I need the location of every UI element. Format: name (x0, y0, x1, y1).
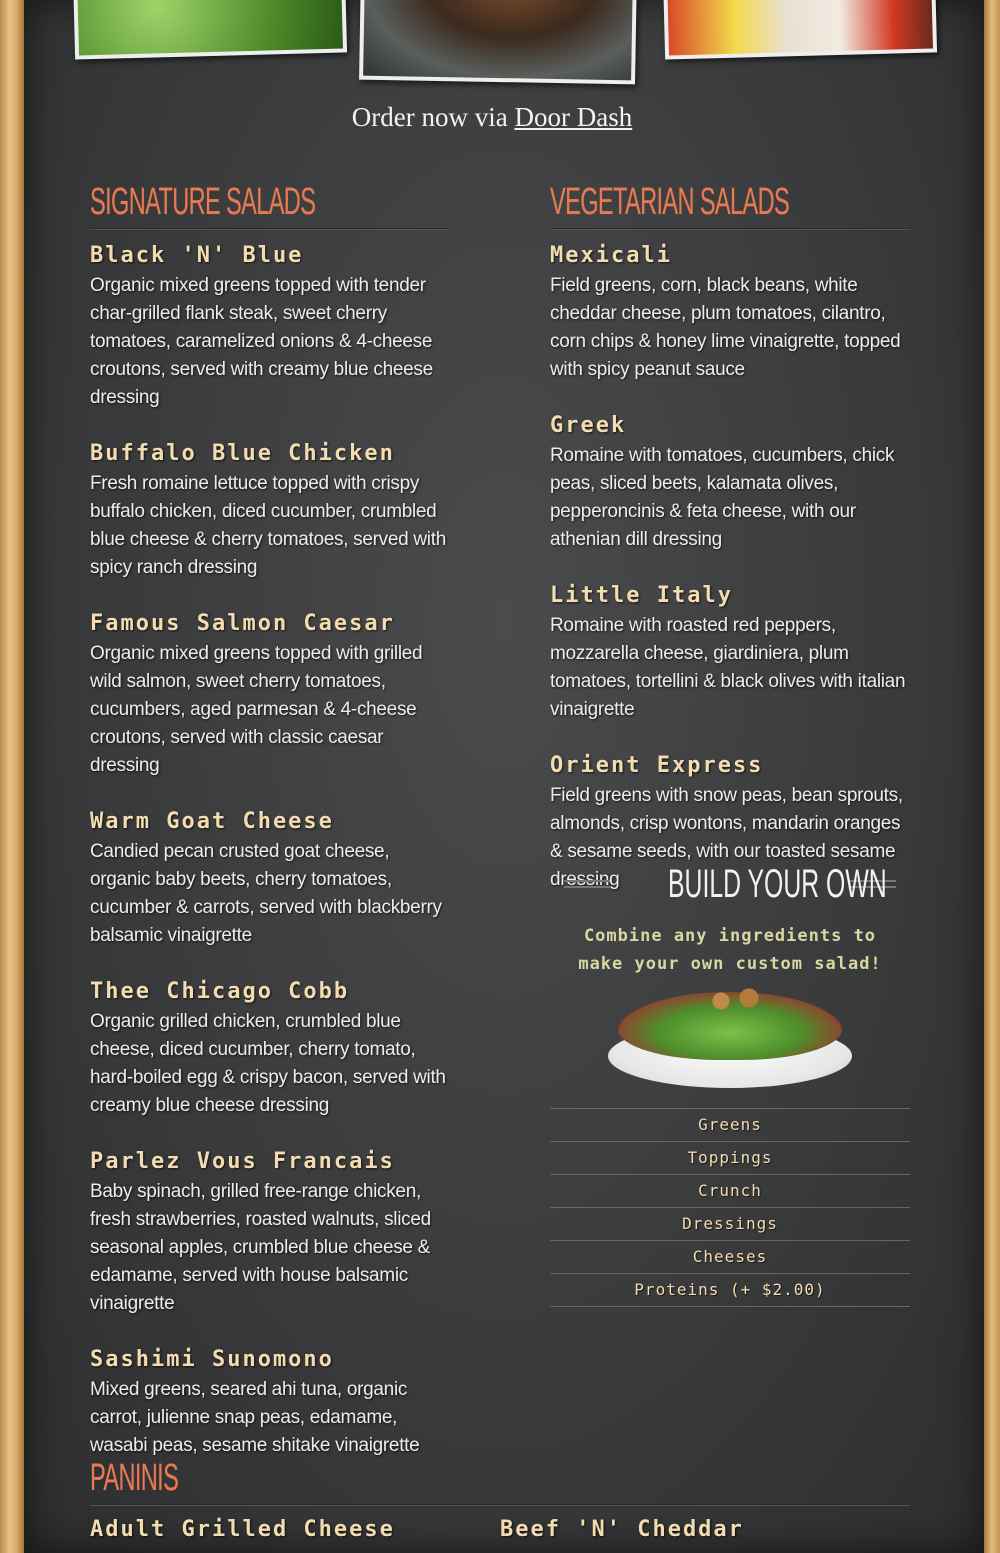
panini-row (90, 1516, 910, 1544)
item-description: Candied pecan crusted goat cheese, organic baby beets, cherry tomatoes, cucumber & carrots, served with blackberry balsamic vinaigrette (90, 841, 442, 946)
item-name: Famous Salmon Caesar (90, 611, 395, 636)
item-name: Buffalo Blue Chicken (90, 441, 395, 466)
option-cheeses[interactable]: Cheeses (550, 1241, 910, 1274)
menu-item (90, 978, 450, 1120)
item-name: Orient Express (550, 753, 764, 778)
option-crunch[interactable]: Crunch (550, 1175, 910, 1208)
menu-item (90, 242, 450, 412)
menu-item (550, 582, 910, 724)
chalkboard (24, 0, 984, 1553)
signature-salads-section (90, 176, 450, 1488)
item-name: Mexicali (550, 243, 672, 268)
section-title: SIGNATURE SALADS (90, 181, 316, 223)
option-dressings[interactable]: Dressings (550, 1208, 910, 1241)
vegetarian-salads-section (550, 176, 910, 922)
byo-header (550, 858, 910, 910)
wood-frame-left (0, 0, 24, 1553)
option-proteins[interactable]: Proteins (+ $2.00) (550, 1274, 910, 1307)
section-title: VEGETARIAN SALADS (550, 181, 790, 223)
order-line (24, 102, 984, 133)
item-description: Romaine with roasted red peppers, mozzarella cheese, giardiniera, plum tomatoes, tortellini & black olives with italian vinaigrette (550, 615, 906, 720)
item-name: Little Italy (550, 583, 733, 608)
door-dash-link[interactable]: Door Dash (514, 102, 633, 132)
item-description: Organic mixed greens topped with grilled wild salmon, sweet cherry tomatoes, cucumbers, aged parmesan & 4-cheese croutons, served with classic caesar dressing (90, 643, 423, 776)
menu-item (90, 808, 450, 950)
section-divider (90, 228, 450, 230)
byo-options-list (550, 1108, 910, 1307)
decorative-rule (564, 880, 610, 888)
section-title: PANINIS (90, 1457, 179, 1499)
item-name: Warm Goat Cheese (90, 809, 334, 834)
greens-photo (73, 0, 347, 60)
item-description: Baby spinach, grilled free-range chicken, fresh strawberries, roasted walnuts, sliced seasonal apples, crumbled blue cheese & edamame, served with house balsamic vinaigrette (90, 1181, 431, 1314)
menu-item (90, 1346, 450, 1460)
section-divider (550, 228, 910, 230)
section-divider (90, 1504, 910, 1506)
item-description: Field greens, corn, black beans, white cheddar cheese, plum tomatoes, cilantro, corn chips & honey lime vinaigrette, topped with spicy peanut sauce (550, 275, 901, 380)
option-greens[interactable]: Greens (550, 1109, 910, 1142)
salad-bowl-image (550, 986, 910, 1106)
item-description: Fresh romaine lettuce topped with crispy buffalo chicken, diced cucumber, crumbled blue cheese & cherry tomatoes, served with spicy ranch dressing (90, 473, 446, 578)
menu-item (90, 610, 450, 780)
salad-photo (663, 0, 937, 60)
item-name: Beef 'N' Cheddar (500, 1517, 744, 1542)
item-name: Parlez Vous Francais (90, 1149, 395, 1174)
menu-item (550, 412, 910, 554)
wood-frame-right (984, 0, 1000, 1553)
item-name: Adult Grilled Cheese (90, 1517, 395, 1542)
byo-subtitle: Combine any ingredients to make your own custom salad! (578, 926, 882, 974)
byo-title: BUILD YOUR OWN (668, 861, 887, 906)
option-toppings[interactable]: Toppings (550, 1142, 910, 1175)
order-prefix: Order now via (351, 102, 508, 132)
item-name: Greek (550, 413, 627, 438)
item-name: Thee Chicago Cobb (90, 979, 350, 1004)
item-description: Organic grilled chicken, crumbled blue cheese, diced cucumber, cherry tomato, hard-boiled egg & crispy bacon, served with creamy blue cheese dressing (90, 1011, 446, 1116)
menu-item (90, 440, 450, 582)
item-description: Mixed greens, seared ahi tuna, organic carrot, julienne snap peas, edamame, wasabi peas, sesame shitake vinaigrette (90, 1379, 420, 1456)
item-name: Sashimi Sunomono (90, 1347, 334, 1372)
item-description: Field greens with snow peas, bean sprouts, almonds, crisp wontons, mandarin oranges & sesame seeds, with our toasted sesame dressing (550, 785, 903, 890)
item-name: Black 'N' Blue (90, 243, 304, 268)
paninis-section (90, 1452, 910, 1544)
menu-item (550, 242, 910, 384)
item-description: Romaine with tomatoes, cucumbers, chick peas, sliced beets, kalamata olives, pepperoncinis & feta cheese, with our athenian dill dressing (550, 445, 895, 550)
menu-item (90, 1148, 450, 1318)
build-your-own-section (550, 858, 910, 1307)
item-description: Organic mixed greens topped with tender char-grilled flank steak, sweet cherry tomatoes, caramelized onions & 4-cheese croutons, served with creamy blue cheese dressing (90, 275, 433, 408)
panini-photo (359, 0, 637, 84)
